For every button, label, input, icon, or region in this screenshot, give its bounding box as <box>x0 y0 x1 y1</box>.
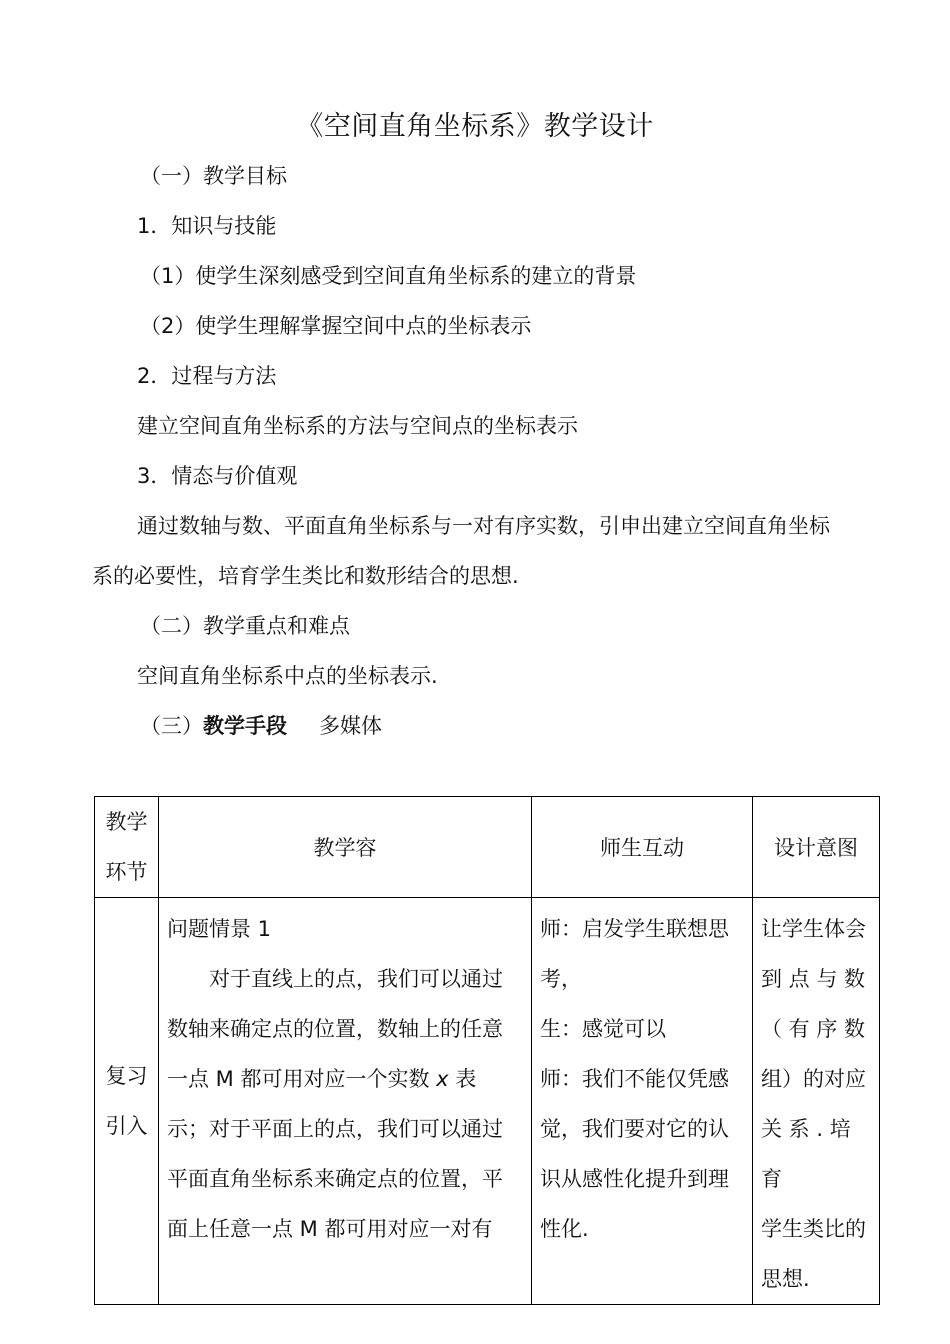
interaction-line: 识从感性化提升到理 <box>540 1167 729 1191</box>
intent-line: （ 有 序 数 <box>761 1017 866 1041</box>
section-heading-means <box>140 710 382 740</box>
interaction-line: 考， <box>540 967 582 991</box>
header-stage <box>95 797 159 898</box>
objective-item-1: （1）使学生深刻感受到空间直角坐标系的建立的背景 <box>140 264 637 288</box>
subheading-process: 2．过程与方法 <box>137 364 277 388</box>
interaction-line: 生：感觉可以 <box>540 1017 666 1041</box>
subheading-values: 3．情态与价值观 <box>137 464 298 488</box>
paragraph-values-line2: 系的必要性，培育学生类比和数形结合的思想. <box>92 564 519 588</box>
header-stage-line2: 环节 <box>105 860 148 884</box>
cell-interaction <box>532 898 753 1305</box>
table-row <box>95 898 880 1305</box>
table-header-row <box>95 797 880 898</box>
interaction-line: 师：启发学生联想思 <box>540 917 729 941</box>
section-heading-keypoints: （二）教学重点和难点 <box>140 614 350 638</box>
section-heading-objectives: （一）教学目标 <box>140 164 287 188</box>
intent-line: 学生类比的 <box>761 1217 866 1241</box>
subheading-knowledge: 1．知识与技能 <box>137 214 277 238</box>
stage-line2: 引入 <box>105 1114 148 1138</box>
content-line: 示；对于平面上的点，我们可以通过 <box>167 1117 503 1141</box>
paragraph-process: 建立空间直角坐标系的方法与空间点的坐标表示 <box>137 414 578 438</box>
intent-line: 关 系 . 培 育 <box>761 1117 851 1191</box>
header-stage-line1: 教学 <box>105 810 148 834</box>
header-content: 教学容 <box>159 797 532 898</box>
cell-content <box>159 898 532 1305</box>
cell-stage <box>95 898 159 1305</box>
intent-line: 到 点 与 数 <box>761 967 866 991</box>
stage-line1: 复习 <box>105 1064 148 1088</box>
content-line: 平面直角坐标系来确定点的位置，平 <box>167 1167 503 1191</box>
interaction-line: 性化. <box>540 1217 589 1241</box>
paragraph-keypoints: 空间直角坐标系中点的坐标表示. <box>137 664 438 688</box>
header-interaction: 师生互动 <box>532 797 753 898</box>
section-means-value: 多媒体 <box>319 714 382 738</box>
interaction-line: 觉，我们要对它的认 <box>540 1117 729 1141</box>
content-line: 对于直线上的点，我们可以通过 <box>209 967 503 991</box>
lesson-table <box>94 796 880 1305</box>
header-intent: 设计意图 <box>753 797 880 898</box>
intent-line: 组）的对应 <box>761 1067 866 1091</box>
content-line: 一点 M 都可用对应一个实数 x 表 <box>167 1067 477 1091</box>
content-line: 数轴来确定点的位置，数轴上的任意 <box>167 1017 503 1041</box>
section-means-label: 教学手段 <box>203 714 287 738</box>
content-line: 面上任意一点 M 都可用对应一对有 <box>167 1217 493 1241</box>
content-heading: 问题情景 1 <box>167 917 272 941</box>
paragraph-values-line1: 通过数轴与数、平面直角坐标系与一对有序实数，引申出建立空间直角坐标 <box>137 514 830 538</box>
objective-item-2: （2）使学生理解掌握空间中点的坐标表示 <box>140 314 532 338</box>
intent-line: 思想. <box>761 1267 810 1291</box>
page-title: 《空间直角坐标系》教学设计 <box>296 111 654 142</box>
section-prefix: （三） <box>140 714 203 738</box>
interaction-line: 师：我们不能仅凭感 <box>540 1067 729 1091</box>
cell-intent <box>753 898 880 1305</box>
intent-line: 让学生体会 <box>761 917 866 941</box>
